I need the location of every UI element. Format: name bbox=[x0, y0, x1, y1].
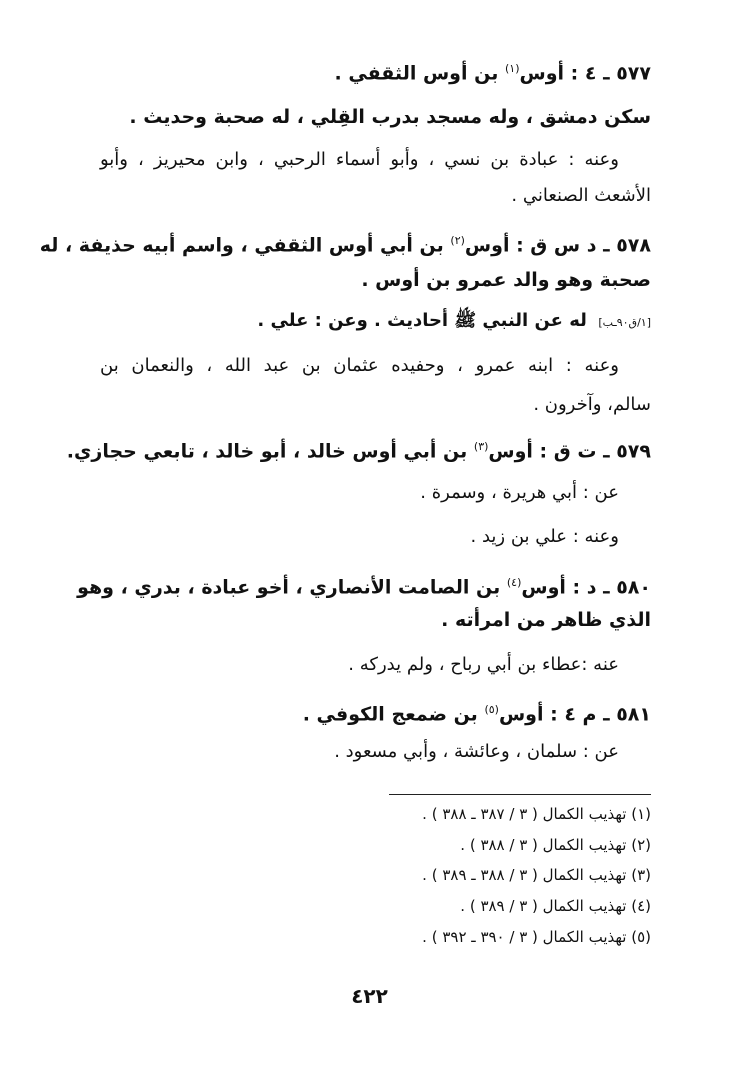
footnote-ref: (٢) bbox=[450, 234, 465, 247]
page-number: ٤٢٢ bbox=[351, 984, 388, 1008]
footnote-4: (٤) تهذيب الكمال ( ٣ / ٣٨٩ ) . bbox=[460, 897, 651, 915]
footnote-5: (٥) تهذيب الكمال ( ٣ / ٣٩٠ ـ ٣٩٢ ) . bbox=[422, 928, 651, 946]
entry-580-to: عنه :عطاء بن أبي رباح ، ولم يدركه . bbox=[348, 654, 619, 675]
footnote-ref: (٣) bbox=[473, 440, 489, 453]
entry-578-narrators: وعنه : ابنه عمرو ، وحفيده عثمان بن عبد الله ، والنعمان بن bbox=[100, 355, 619, 376]
footnote-3: (٣) تهذيب الكمال ( ٣ / ٣٨٨ ـ ٣٨٩ ) . bbox=[422, 866, 651, 884]
entry-580-heading-cont: الذي ظاهر من امرأته . bbox=[441, 609, 651, 631]
entry-580-heading: ٥٨٠ ـ د : أوس$^{(٤)}$ بن الصامت الأنصاري ، أخو عبادة ، بدري ، وهو bbox=[77, 576, 651, 599]
entry-579-from: عن : أبي هريرة ، وسمرة . bbox=[420, 482, 619, 503]
entry-579-heading: ٥٧٩ ـ ت ق : أوس$^{(٣)}$ بن أبي أوس خالد ، أبو خالد ، تابعي حجازي. bbox=[66, 440, 651, 463]
entry-577-narrators-cont: الأشعث الصنعاني . bbox=[511, 185, 651, 206]
entry-581-heading: ٥٨١ ـ م ٤ : أوس$^{(٥)}$ بن ضمعج الكوفي . bbox=[302, 703, 651, 726]
entry-578-narrators-cont: سالم، وآخرون . bbox=[533, 394, 651, 415]
entry-578-heading-cont: صحبة وهو والد عمرو بن أوس . bbox=[361, 269, 651, 291]
footnote-1: (١) تهذيب الكمال ( ٣ / ٣٨٧ ـ ٣٨٨ ) . bbox=[422, 805, 651, 823]
footnote-2: (٢) تهذيب الكمال ( ٣ / ٣٨٨ ) . bbox=[460, 836, 651, 854]
entry-578-text: [١/ق٩٠ـب] له عن النبي ﷺ أحاديث . وعن : علي . bbox=[257, 310, 651, 331]
entry-577-heading: ٥٧٧ ـ ٤ : أوس$^{(١)}$ بن أوس الثقفي . bbox=[334, 62, 651, 85]
entry-579-to: وعنه : علي بن زيد . bbox=[470, 526, 619, 547]
footnote-ref: (٥) bbox=[484, 703, 499, 716]
manuscript-ref: [١/ق٩٠ـب] bbox=[598, 316, 651, 329]
entry-577-narrators: وعنه : عبادة بن نسي ، وأبو أسماء الرحبي ، وابن محيريز ، وأبو bbox=[100, 149, 619, 170]
footnote-ref: (١) bbox=[504, 62, 520, 75]
entry-577-text: سكن دمشق ، وله مسجد بدرب القِلي ، له صحبة وحديث . bbox=[129, 106, 651, 128]
footnote-ref: (٤) bbox=[506, 576, 522, 589]
entry-581-from: عن : سلمان ، وعائشة ، وأبي مسعود . bbox=[334, 741, 619, 762]
entry-578-heading: ٥٧٨ ـ د س ق : أوس$^{(٢)}$ بن أبي أوس الثقفي ، واسم أبيه حذيفة ، له bbox=[39, 234, 651, 257]
footnote-divider bbox=[389, 794, 651, 795]
